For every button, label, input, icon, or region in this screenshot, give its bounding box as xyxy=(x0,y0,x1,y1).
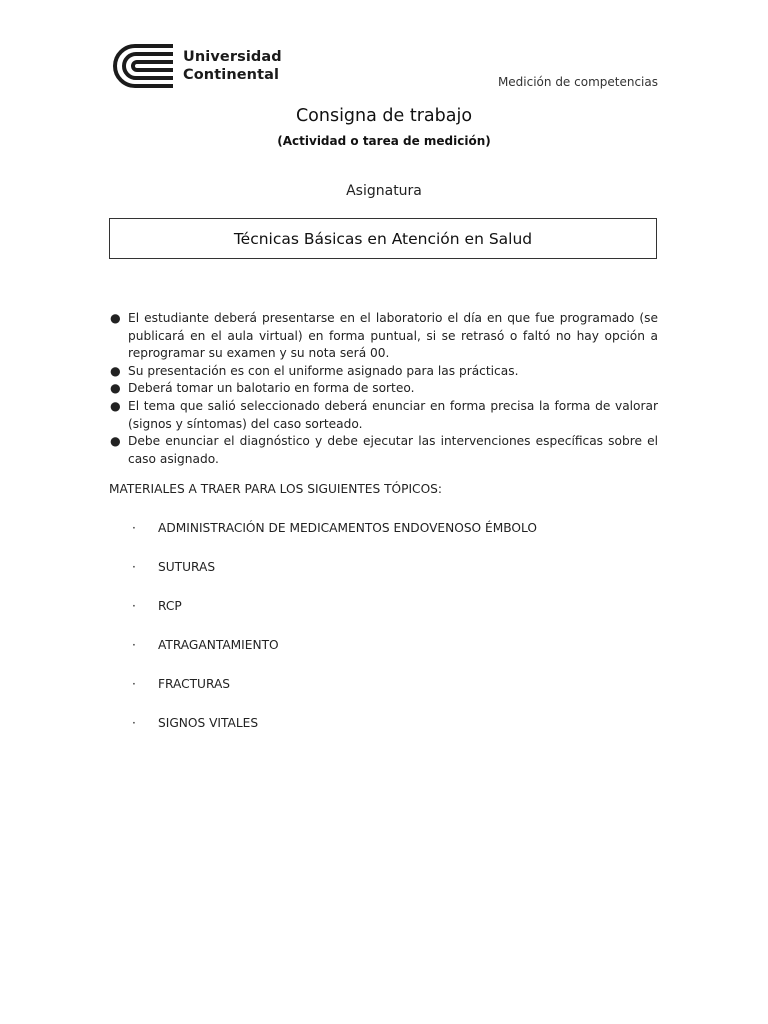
topic-item xyxy=(132,521,537,560)
page-title: Consigna de trabajo xyxy=(295,106,473,126)
bullet-icon: ● xyxy=(110,363,121,378)
topic-text: SUTURAS xyxy=(158,560,216,574)
topic-item xyxy=(132,560,537,599)
page-subtitle: (Actividad o tarea de medición) xyxy=(277,134,491,148)
topic-item xyxy=(132,677,537,716)
middot-icon: · xyxy=(132,716,136,730)
subject-box xyxy=(109,218,657,259)
bullet-icon: ● xyxy=(110,398,121,413)
bullet-icon: ● xyxy=(110,381,121,396)
topic-item xyxy=(132,638,537,677)
rule-text: El tema que salió seleccionado deberá enunciar en forma precisa la forma de valorar (signos y síntomas) del caso sorteado. xyxy=(128,398,658,431)
topic-text: RCP xyxy=(158,599,182,613)
topic-text: SIGNOS VITALES xyxy=(158,716,259,730)
rules-list xyxy=(109,310,658,468)
rule-item xyxy=(109,310,658,363)
rule-text: Su presentación es con el uniforme asignado para las prácticas. xyxy=(128,363,519,378)
topic-text: ATRAGANTAMIENTO xyxy=(158,638,279,652)
subject-name: Técnicas Básicas en Atención en Salud xyxy=(233,229,533,248)
middot-icon: · xyxy=(132,521,136,535)
rule-item xyxy=(109,398,658,433)
university-logo xyxy=(109,42,282,90)
rule-item xyxy=(109,363,658,381)
bullet-icon: ● xyxy=(110,311,121,325)
logo-line-1: Universidad xyxy=(183,49,282,65)
rule-text: Deberá tomar un balotario en forma de sorteo. xyxy=(128,381,415,396)
topic-text: FRACTURAS xyxy=(158,677,231,691)
header-label: Medición de competencias xyxy=(497,75,658,89)
bullet-icon: ● xyxy=(110,434,121,449)
rule-item xyxy=(109,433,658,468)
logo-wordmark xyxy=(183,48,282,84)
rule-text: Debe enunciar el diagnóstico y debe ejecutar las intervenciones específicas sobre el caso asignado. xyxy=(128,434,658,466)
subject-label: Asignatura xyxy=(346,183,422,199)
logo-line-2: Continental xyxy=(183,67,280,83)
materials-heading: MATERIALES A TRAER PARA LOS SIGUIENTES TÓPICOS: xyxy=(109,482,442,496)
topic-item xyxy=(132,716,537,755)
topic-item xyxy=(132,599,537,638)
topic-text: ADMINISTRACIÓN DE MEDICAMENTOS ENDOVENOSO ÉMBOLO xyxy=(158,521,537,535)
middot-icon: · xyxy=(132,560,136,574)
middot-icon: · xyxy=(132,599,136,613)
middot-icon: · xyxy=(132,677,136,691)
middot-icon: · xyxy=(132,638,136,652)
topics-list xyxy=(132,521,537,755)
continental-c-logo-icon xyxy=(109,42,175,90)
rule-item xyxy=(109,380,658,398)
rule-text: El estudiante deberá presentarse en el laboratorio el día en que fue programado (se publicará en el aula virtual) en forma puntual, si se retrasó o faltó no hay opción a reprogramar su examen y su nota será 00. xyxy=(128,311,658,361)
